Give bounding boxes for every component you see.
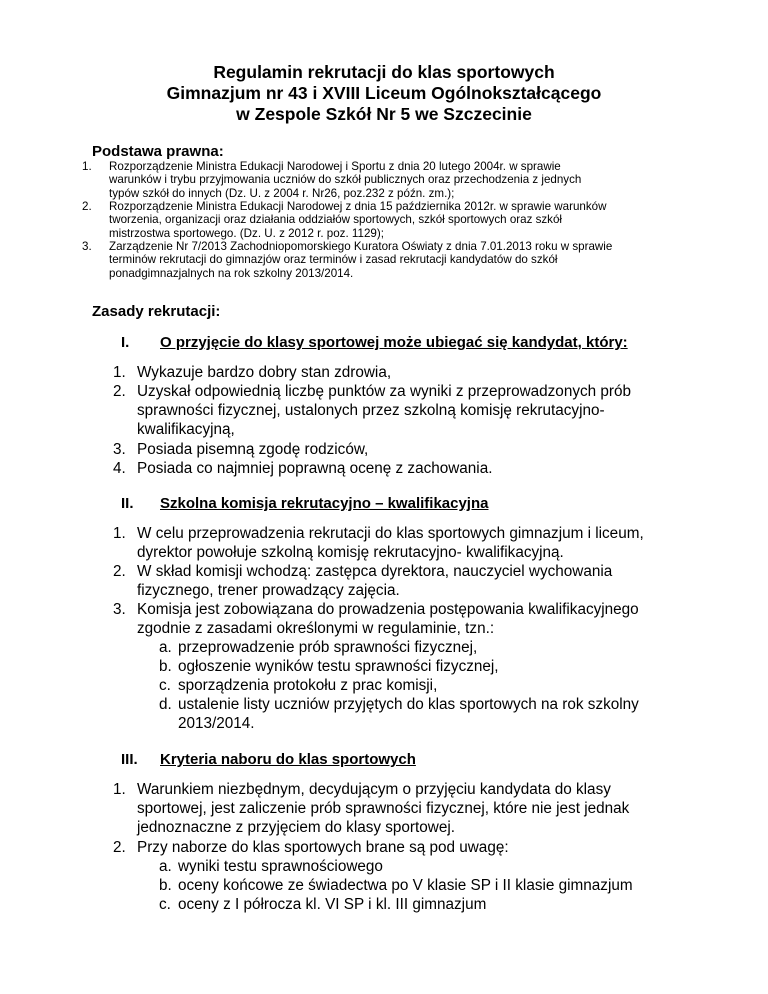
item-line: kwalifikacyjną,: [137, 421, 235, 439]
sub-list-item: [159, 657, 499, 676]
item-line: Wykazuje bardzo dobry stan zdrowia,: [137, 364, 392, 381]
item-letter: c.: [159, 677, 171, 694]
item-line: tworzenia, organizacji oraz działania oddziałów sportowych, szkół sportowych oraz szkół: [109, 213, 563, 227]
item-line: Rozporządzenie Ministra Edukacji Narodowej z dnia 15 października 2012r. w sprawie warunków: [109, 200, 607, 213]
document-title-line-2: Gimnazjum nr 43 i XVIII Liceum Ogólnokształcącego: [166, 83, 602, 103]
item-number: 1.: [82, 160, 92, 173]
item-line: W skład komisji wchodzą: zastępca dyrektora, nauczyciel wychowania: [137, 563, 613, 580]
sub-list-item: [159, 876, 633, 895]
item-line: Rozporządzenie Ministra Edukacji Narodowej i Sportu z dnia 20 lutego 2004r. w sprawie: [109, 160, 561, 173]
item-line: fizycznego, trener prowadzący zajęcia.: [137, 582, 400, 600]
list-item: [113, 600, 639, 638]
item-number: 2.: [113, 839, 126, 856]
section-2-roman: II.: [121, 495, 134, 512]
item-line: oceny końcowe ze świadectwa po V klasie SP i II klasie gimnazjum: [178, 877, 633, 894]
list-item: [113, 363, 392, 382]
item-number: 2.: [82, 200, 92, 213]
item-line: sportowej, jest zaliczenie prób sprawności fizycznej, które nie jest jednak: [137, 800, 630, 818]
item-line: W celu przeprowadzenia rekrutacji do klas sportowych gimnazjum i liceum,: [137, 525, 644, 542]
item-letter: a.: [159, 639, 172, 656]
item-number: 2.: [113, 383, 126, 400]
item-line: dyrektor powołuje szkolną komisję rekrutacyjno- kwalifikacyjną.: [137, 544, 564, 562]
item-letter: c.: [159, 896, 171, 913]
sub-list-item: [159, 638, 478, 657]
item-line: Uzyskał odpowiednią liczbę punktów za wyniki z przeprowadzonych prób: [137, 383, 631, 400]
item-letter: a.: [159, 858, 172, 875]
legal-basis-item: [82, 160, 582, 200]
sub-list-item: [159, 676, 438, 695]
item-line: 2013/2014.: [178, 715, 255, 733]
item-number: 3.: [113, 601, 126, 618]
item-line: typów szkół do innych (Dz. U. z 2004 r. Nr26, poz.232 z późn. zm.);: [109, 186, 455, 200]
item-line: jednoznaczne z przyjęciem do klasy sportowej.: [137, 819, 455, 837]
item-number: 4.: [113, 460, 126, 477]
item-line: ustalenie listy uczniów przyjętych do klas sportowych na rok szkolny: [178, 696, 639, 713]
item-line: Komisja jest zobowiązana do prowadzenia postępowania kwalifikacyjnego: [137, 601, 639, 618]
item-line: Posiada co najmniej poprawną ocenę z zachowania.: [137, 460, 493, 477]
item-line: warunków i trybu przyjmowania uczniów do szkół publicznych oraz przechodzenia z jednych: [109, 173, 582, 187]
item-line: przeprowadzenie prób sprawności fizycznej,: [178, 639, 478, 656]
item-line: sporządzenia protokołu z prac komisji,: [178, 677, 438, 694]
item-number: 2.: [113, 563, 126, 580]
item-number: 3.: [82, 240, 92, 253]
item-number: 3.: [113, 441, 126, 458]
legal-basis-heading: Podstawa prawna:: [92, 143, 224, 160]
list-item: [113, 562, 613, 600]
section-1-roman: I.: [121, 334, 130, 351]
item-line: sprawności fizycznej, ustalonych przez szkolną komisję rekrutacyjno-: [137, 402, 605, 420]
list-item: [113, 459, 493, 478]
list-item: [113, 838, 509, 857]
item-line: ogłoszenie wyników testu sprawności fizycznej,: [178, 658, 499, 675]
document-title-line-3: w Zespole Szkół Nr 5 we Szczecinie: [236, 104, 532, 124]
section-1-heading: O przyjęcie do klasy sportowej może ubiegać się kandydat, który:: [160, 334, 628, 351]
item-letter: b.: [159, 658, 172, 675]
sub-list-item: [159, 695, 639, 733]
section-2-heading: Szkolna komisja rekrutacyjno – kwalifikacyjna: [160, 495, 489, 512]
section-3-heading: Kryteria naboru do klas sportowych: [160, 751, 416, 768]
list-item: [113, 440, 369, 459]
list-item: [113, 382, 631, 440]
item-line: Zarządzenie Nr 7/2013 Zachodniopomorskiego Kuratora Oświaty z dnia 7.01.2013 roku w sprawie: [109, 240, 613, 253]
item-line: Posiada pisemną zgodę rodziców,: [137, 441, 369, 458]
section-3-roman: III.: [121, 751, 138, 768]
item-line: wyniki testu sprawnościowego: [178, 858, 383, 875]
sub-list-item: [159, 895, 487, 914]
item-number: 1.: [113, 525, 126, 542]
rules-heading: Zasady rekrutacji:: [92, 303, 221, 320]
item-line: Przy naborze do klas sportowych brane są pod uwagę:: [137, 839, 509, 856]
item-number: 1.: [113, 364, 126, 381]
item-line: ponadgimnazjalnych na rok szkolny 2013/2014.: [109, 266, 354, 280]
list-item: [113, 524, 644, 562]
item-line: zgodnie z zasadami określonymi w regulaminie, tzn.:: [137, 620, 495, 638]
item-line: terminów rekrutacji do gimnazjów oraz terminów i zasad rekrutacji kandydatów do szkół: [109, 253, 558, 267]
item-line: Warunkiem niezbędnym, decydującym o przyjęciu kandydata do klasy: [137, 781, 611, 798]
item-line: oceny z I półrocza kl. VI SP i kl. III gimnazjum: [178, 896, 487, 913]
item-number: 1.: [113, 781, 126, 798]
legal-basis-item: [82, 200, 607, 240]
item-line: mistrzostwa sportowego. (Dz. U. z 2012 r. poz. 1129);: [109, 226, 384, 240]
item-letter: d.: [159, 696, 172, 713]
legal-basis-item: [82, 240, 613, 280]
item-letter: b.: [159, 877, 172, 894]
document-title-line-1: Regulamin rekrutacji do klas sportowych: [213, 62, 555, 82]
list-item: [113, 780, 630, 838]
sub-list-item: [159, 857, 383, 876]
